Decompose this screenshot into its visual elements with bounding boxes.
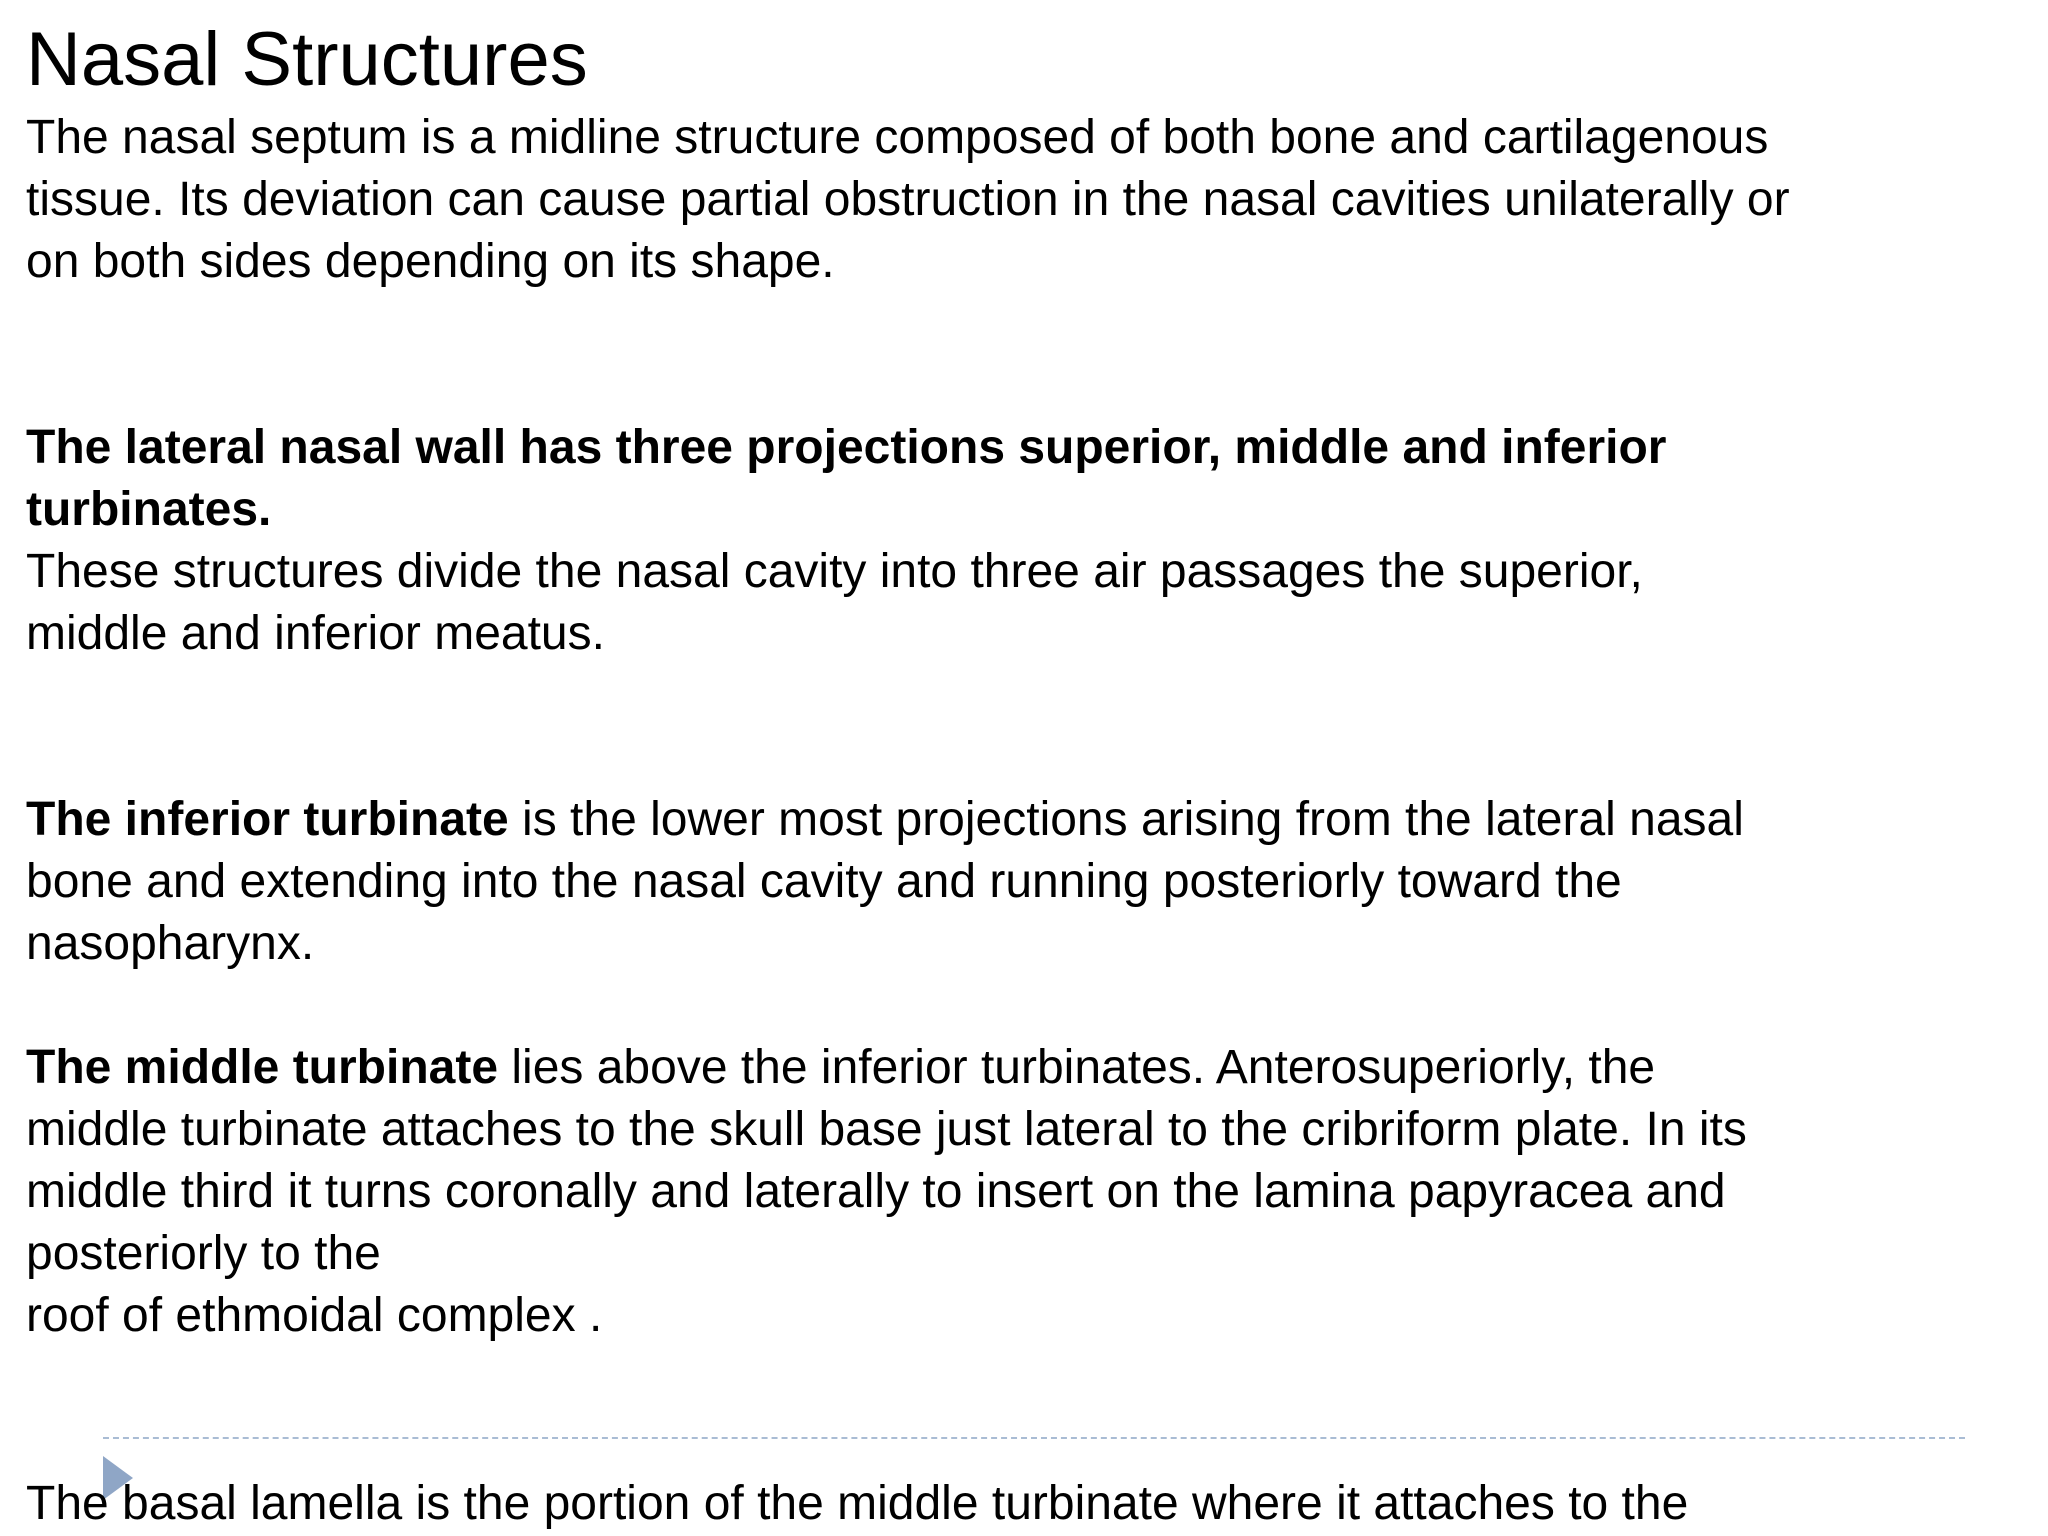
inferior-turbinate-paragraph (26, 789, 1976, 975)
text-line: middle third it turns coronally and laterally to insert on the lamina papyracea and (26, 1165, 1726, 1218)
text-line: bone and extending into the nasal cavity and running posteriorly toward the (26, 855, 1622, 908)
text-line: The nasal septum is a midline structure composed of both bone and cartilagenous (26, 111, 1769, 164)
text-line: on both sides depending on its shape. (26, 235, 835, 288)
lateral-nasal-wall-paragraph (26, 417, 1976, 665)
text-line: middle and inferior meatus. (26, 607, 605, 660)
text-fragment: is the lower most projections arising from the lateral nasal (508, 793, 1744, 846)
nasal-septum-paragraph (26, 107, 1976, 293)
text-line (26, 789, 1976, 851)
term-middle-turbinate: The middle turbinate (26, 1041, 499, 1094)
basal-lamella-paragraph (26, 1473, 1976, 1535)
term-inferior-turbinate: The inferior turbinate (26, 793, 509, 846)
text-line: posteriorly to the (26, 1227, 381, 1280)
bold-text-line: The lateral nasal wall has three projections superior, middle and inferior (26, 421, 1667, 474)
dashed-divider (103, 1437, 1965, 1439)
text-line: tissue. Its deviation can cause partial obstruction in the nasal cavities unilaterally or (26, 173, 1790, 226)
bold-text-line: turbinates. (26, 483, 272, 536)
text-line: middle turbinate attaches to the skull base just lateral to the cribriform plate. In its (26, 1103, 1747, 1156)
text-line: nasopharynx. (26, 917, 315, 970)
text-line: The basal lamella is the portion of the middle turbinate where it attaches to the (26, 1477, 1689, 1530)
slide-title: Nasal Structures (26, 17, 588, 102)
text-line: roof of ethmoidal complex . (26, 1289, 603, 1342)
text-fragment: lies above the inferior turbinates. Anterosuperiorly, the (498, 1041, 1656, 1094)
text-line (26, 1037, 1976, 1099)
text-line: These structures divide the nasal cavity into three air passages the superior, (26, 545, 1643, 598)
middle-turbinate-paragraph (26, 1037, 1976, 1347)
